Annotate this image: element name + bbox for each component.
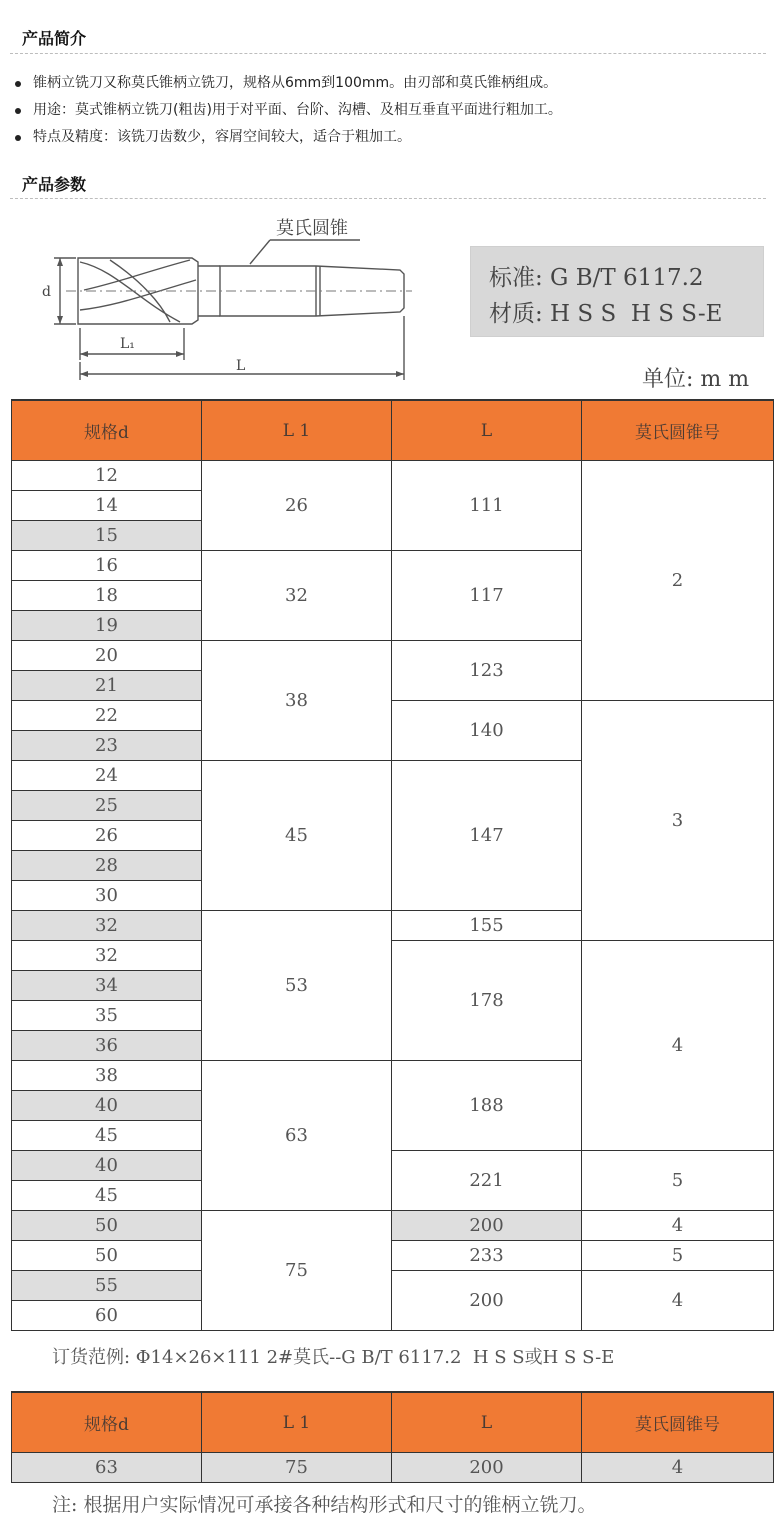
cell-taper-no: 4 <box>582 941 774 1151</box>
cell-spec-d: 24 <box>12 761 202 791</box>
intro-bullet: 特点及精度：该铣刀齿数少，容屑空间较大，适合于粗加工。 <box>10 124 770 151</box>
cell-l: 200 <box>392 1211 582 1241</box>
cell-l1: 45 <box>202 761 392 911</box>
cell-taper-no: 4 <box>582 1271 774 1331</box>
header-spec-d: 规格d <box>12 1392 202 1453</box>
cell-spec-d: 16 <box>12 551 202 581</box>
table-row <box>12 1271 774 1301</box>
header-taper-no: 莫氏圆锥号 <box>582 400 774 461</box>
cell-l: 117 <box>392 551 582 641</box>
cell-spec-d: 45 <box>12 1181 202 1211</box>
taper-label: 莫氏圆锥 <box>276 218 348 239</box>
header-taper-no: 莫氏圆锥号 <box>582 1392 774 1453</box>
cell-spec-d: 50 <box>12 1241 202 1271</box>
cell-spec-d: 36 <box>12 1031 202 1061</box>
cell-taper-no: 4 <box>582 1211 774 1241</box>
cell-spec-d: 40 <box>12 1151 202 1181</box>
intro-bullet: 用途：莫式锥柄立铣刀(粗齿)用于对平面、台阶、沟槽、及相互垂直平面进行粗加工。 <box>10 97 770 124</box>
cell-l1: 75 <box>202 1453 392 1483</box>
cell-spec-d: 22 <box>12 701 202 731</box>
cell-spec-d: 40 <box>12 1091 202 1121</box>
cell-l1: 53 <box>202 911 392 1061</box>
table-row <box>12 701 774 731</box>
header-l1: L 1 <box>202 400 392 461</box>
d-label: d <box>42 284 51 300</box>
spec-table <box>11 399 774 1331</box>
cell-l: 178 <box>392 941 582 1061</box>
cell-taper-no: 2 <box>582 461 774 701</box>
cell-spec-d: 28 <box>12 851 202 881</box>
spec-table-body <box>12 461 774 1331</box>
params-divider <box>10 198 766 199</box>
table-header-row <box>12 400 774 461</box>
cell-l1: 38 <box>202 641 392 761</box>
intro-title: 产品简介 <box>22 29 87 48</box>
intro-bullet-list <box>10 70 770 151</box>
table-row <box>12 1453 774 1483</box>
cell-taper-no: 5 <box>582 1151 774 1211</box>
cell-l: 155 <box>392 911 582 941</box>
cell-spec-d: 15 <box>12 521 202 551</box>
cell-l: 188 <box>392 1061 582 1151</box>
cell-spec-d: 30 <box>12 881 202 911</box>
order-example: 订货范例: Φ14×26×111 2#莫氏--G B/T 6117.2 H S S或H S S-E <box>52 1347 615 1368</box>
l-label: L <box>236 358 246 374</box>
standard-material-box <box>470 246 764 337</box>
cell-spec-d: 21 <box>12 671 202 701</box>
table-row <box>12 1151 774 1181</box>
cell-spec-d: 63 <box>12 1453 202 1483</box>
cell-l: 221 <box>392 1151 582 1211</box>
cell-spec-d: 18 <box>12 581 202 611</box>
header-l1: L 1 <box>202 1392 392 1453</box>
intro-divider <box>10 53 766 54</box>
cell-spec-d: 20 <box>12 641 202 671</box>
l1-label: L₁ <box>120 336 135 352</box>
cell-spec-d: 25 <box>12 791 202 821</box>
table-row <box>12 1241 774 1271</box>
table-row <box>12 941 774 971</box>
params-title: 产品参数 <box>22 175 87 194</box>
header-l: L <box>392 1392 582 1453</box>
cell-l: 111 <box>392 461 582 551</box>
cell-l: 200 <box>392 1453 582 1483</box>
cell-spec-d: 32 <box>12 911 202 941</box>
cell-taper-no: 4 <box>582 1453 774 1483</box>
cell-spec-d: 19 <box>12 611 202 641</box>
cell-l1: 63 <box>202 1061 392 1211</box>
cell-spec-d: 35 <box>12 1001 202 1031</box>
header-l: L <box>392 400 582 461</box>
cell-l1: 26 <box>202 461 392 551</box>
cell-l: 123 <box>392 641 582 701</box>
intro-bullet: 锥柄立铣刀又称莫氏锥柄立铣刀，规格从6mm到100mm。由刃部和莫氏锥柄组成。 <box>10 70 770 97</box>
cell-l1: 75 <box>202 1211 392 1331</box>
end-mill-diagram <box>20 210 420 382</box>
cell-spec-d: 34 <box>12 971 202 1001</box>
cell-l: 147 <box>392 761 582 911</box>
cell-taper-no: 5 <box>582 1241 774 1271</box>
cell-l: 140 <box>392 701 582 761</box>
cell-spec-d: 55 <box>12 1271 202 1301</box>
footnote: 注: 根据用户实际情况可承接各种结构形式和尺寸的锥柄立铣刀。 <box>52 1494 597 1516</box>
table-header-row <box>12 1392 774 1453</box>
cell-spec-d: 50 <box>12 1211 202 1241</box>
spec-table-extra <box>11 1391 774 1483</box>
unit-label: 单位: m m <box>642 367 750 392</box>
cell-spec-d: 38 <box>12 1061 202 1091</box>
cell-spec-d: 45 <box>12 1121 202 1151</box>
cell-spec-d: 60 <box>12 1301 202 1331</box>
table-row <box>12 461 774 491</box>
table-row <box>12 1211 774 1241</box>
header-spec-d: 规格d <box>12 400 202 461</box>
cell-l: 233 <box>392 1241 582 1271</box>
cell-l: 200 <box>392 1271 582 1331</box>
cell-spec-d: 32 <box>12 941 202 971</box>
cell-l1: 32 <box>202 551 392 641</box>
cell-spec-d: 14 <box>12 491 202 521</box>
material-text: 材质: H S S H S S-E <box>489 301 723 327</box>
cell-spec-d: 12 <box>12 461 202 491</box>
cell-taper-no: 3 <box>582 701 774 941</box>
cell-spec-d: 26 <box>12 821 202 851</box>
standard-text: 标准: G B/T 6117.2 <box>489 265 704 291</box>
cell-spec-d: 23 <box>12 731 202 761</box>
